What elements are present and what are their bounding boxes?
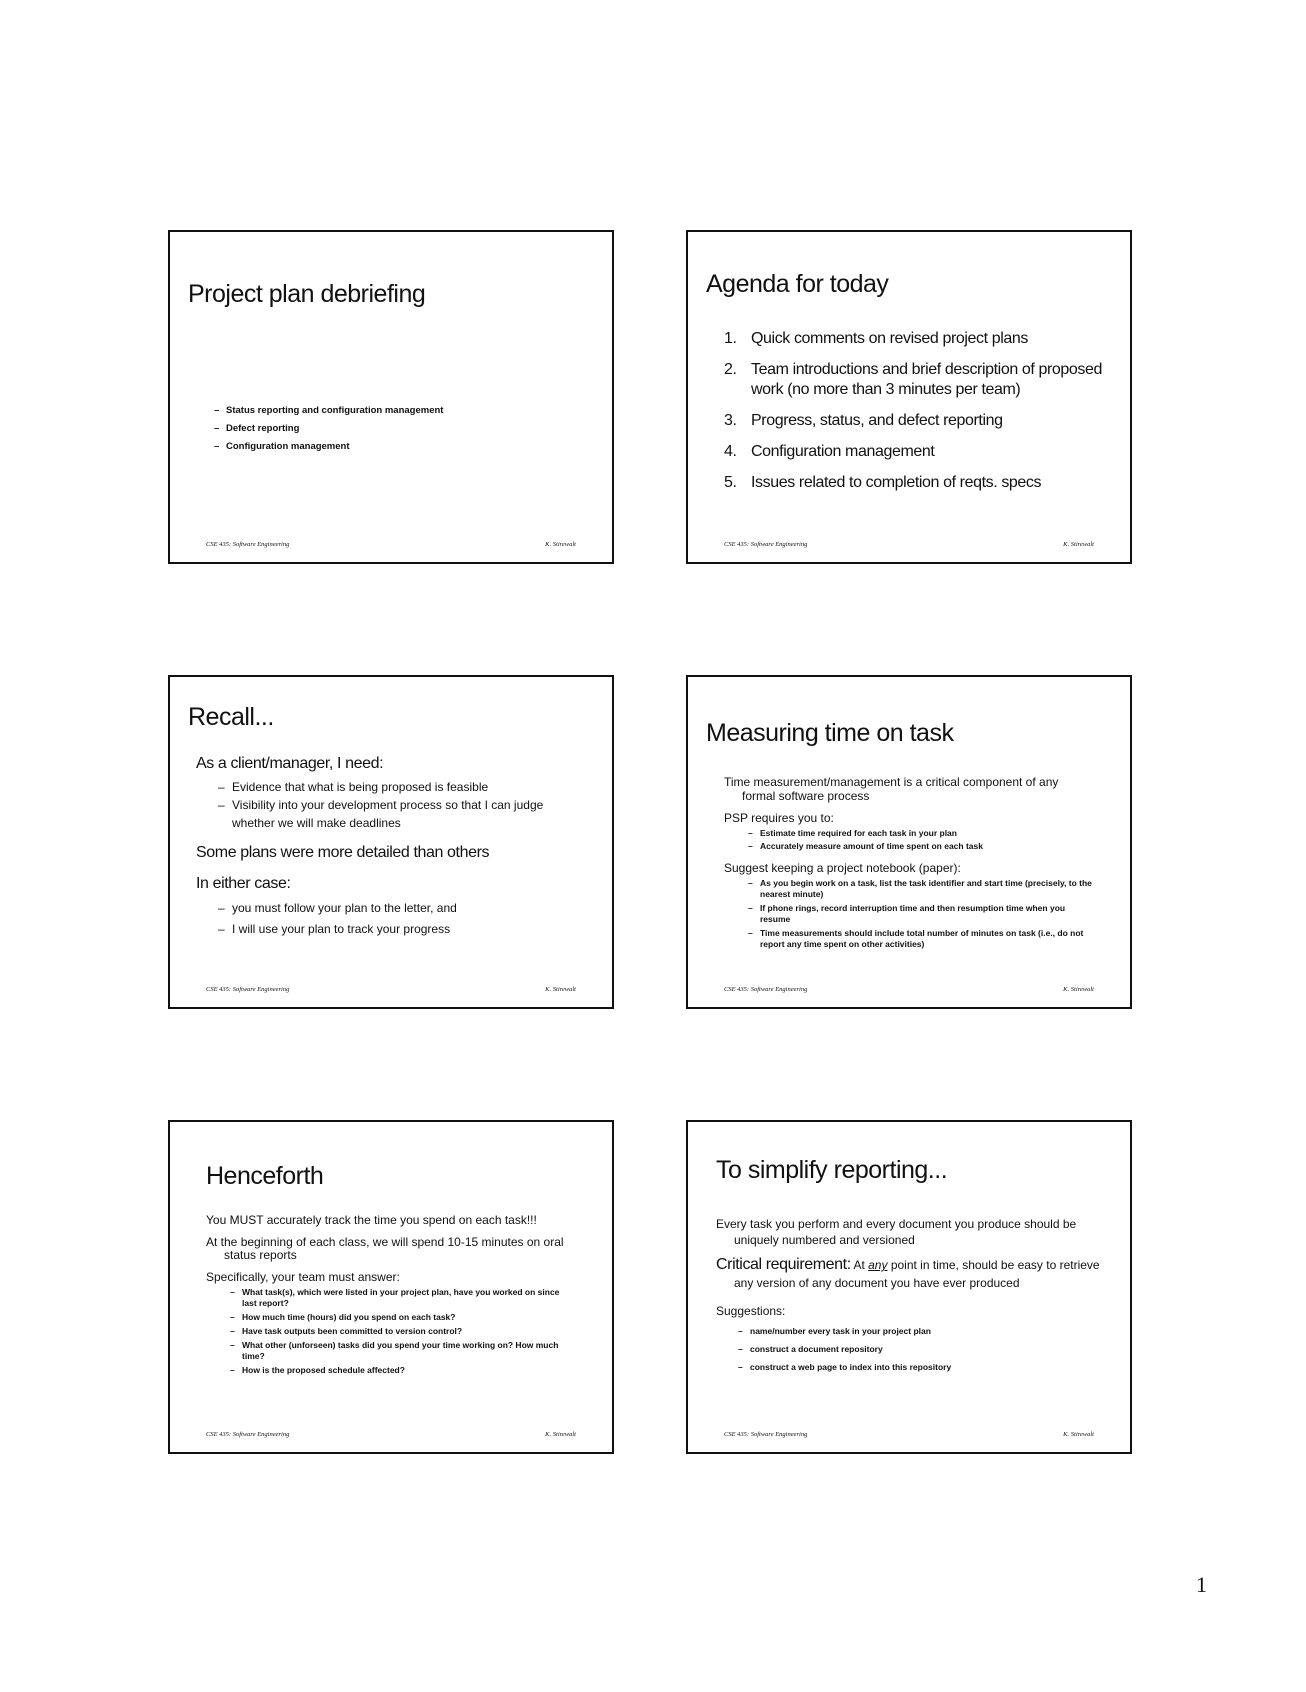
paragraph-critical-requirement: Critical requirement: At any point in time, should be easy to retrieve any version of any document you have ever produced [716,1256,1100,1290]
paragraph: You MUST accurately track the time you spend on each task!!! [206,1213,537,1227]
slide-title: Agenda for today [706,270,889,298]
list-item: – construct a document repository [738,1340,1100,1358]
list-item: 4. Configuration management [724,443,935,460]
list-item: – Have task outputs been committed to version control? [230,1326,576,1337]
footer-course: CSE 435: Software Engineering [206,1431,290,1438]
slide-title: Measuring time on task [706,719,954,747]
emphasis-any: any [868,1258,888,1272]
list-item: – Visibility into your development process so that I can judge whether we will make deadlines [218,796,572,832]
list-item: – Configuration management [214,438,612,456]
list-item: – Evidence that what is being proposed is feasible [218,778,572,796]
list-item: – What task(s), which were listed in your project plan, have you worked on since last report? [230,1287,576,1309]
bullet-list [218,778,572,832]
bullet-list [214,402,612,456]
footer-course: CSE 435: Software Engineering [724,541,808,548]
bullet-list [738,1322,1100,1376]
footer-author: K. Stirewalt [1063,986,1094,993]
bullet-list [748,878,1092,950]
list-item: – As you begin work on a task, list the task identifier and start time (precisely, to the nearest minute) [748,878,1092,900]
list-item: 2. Team introductions and brief description of proposed work (no more than 3 minutes per team) [724,361,1102,398]
slide-measuring-time [686,675,1132,1009]
list-item: – construct a web page to index into this repository [738,1358,1100,1376]
list-item: – Defect reporting [214,420,612,438]
bullet-list [218,898,572,940]
list-item: – name/number every task in your project plan [738,1322,1100,1340]
list-item: – I will use your plan to track your progress [218,919,572,940]
paragraph: At the beginning of each class, we will spend 10-15 minutes on oral status reports [206,1235,564,1262]
paragraph: Some plans were more detailed than others [196,844,490,861]
paragraph: Suggest keeping a project notebook (paper): [724,861,961,875]
paragraph: Suggestions: [716,1304,786,1318]
slide-body [206,1214,576,1376]
paragraph: Every task you perform and every document you produce should be uniquely numbered and versioned [716,1217,1077,1247]
slide-title: Project plan debriefing [188,280,426,308]
list-item: – Accurately measure amount of time spent on each task [748,840,1092,853]
list-item: – Estimate time required for each task in your plan [748,827,1092,840]
list-item: – you must follow your plan to the letter, and [218,898,572,919]
list-item: – If phone rings, record interruption time and then resumption time when you resume [748,903,1092,925]
bullet-list [230,1287,576,1376]
footer-author: K. Stirewalt [545,541,576,548]
slide-henceforth [168,1120,614,1454]
agenda-list [724,329,1110,493]
list-item: – How is the proposed schedule affected? [230,1365,576,1376]
slide-title: To simplify reporting... [716,1156,948,1184]
list-item: 3. Progress, status, and defect reporting [724,412,1003,429]
footer-course: CSE 435: Software Engineering [724,986,808,993]
footer-course: CSE 435: Software Engineering [724,1431,808,1438]
footer-author: K. Stirewalt [545,1431,576,1438]
slide-agenda [686,230,1132,564]
paragraph: Time measurement/management is a critical component of any formal software process [724,775,1059,803]
paragraph: As a client/manager, I need: [196,755,384,772]
footer-author: K. Stirewalt [545,986,576,993]
list-item: 1. Quick comments on revised project plans [724,330,1028,347]
paragraph: PSP requires you to: [724,811,834,825]
slide-title: Recall... [188,703,274,731]
footer-author: K. Stirewalt [1063,541,1094,548]
critical-requirement-label: Critical requirement: [716,1256,851,1273]
paragraph: In either case: [196,875,291,892]
page-number: 1 [1196,1572,1207,1597]
list-item: – How much time (hours) did you spend on each task? [230,1312,576,1323]
footer-course: CSE 435: Software Engineering [206,986,290,993]
slide-body [196,755,572,940]
paragraph: Specifically, your team must answer: [206,1270,400,1284]
slide-simplify-reporting [686,1120,1132,1454]
list-item: – What other (unforseen) tasks did you spend your time working on? How much time? [230,1340,576,1362]
footer-author: K. Stirewalt [1063,1431,1094,1438]
slide-recall [168,675,614,1009]
list-item: – Time measurements should include total number of minutes on task (i.e., do not report any time spent on other activities) [748,928,1092,950]
slide-project-plan-debriefing [168,230,614,564]
slide-body [716,1216,1100,1376]
bullet-list [748,827,1092,853]
list-item: – Status reporting and configuration management [214,402,612,420]
slide-title: Henceforth [206,1162,324,1190]
slide-body [724,775,1092,950]
footer-course: CSE 435: Software Engineering [206,541,290,548]
list-item: 5. Issues related to completion of reqts. specs [724,474,1042,491]
